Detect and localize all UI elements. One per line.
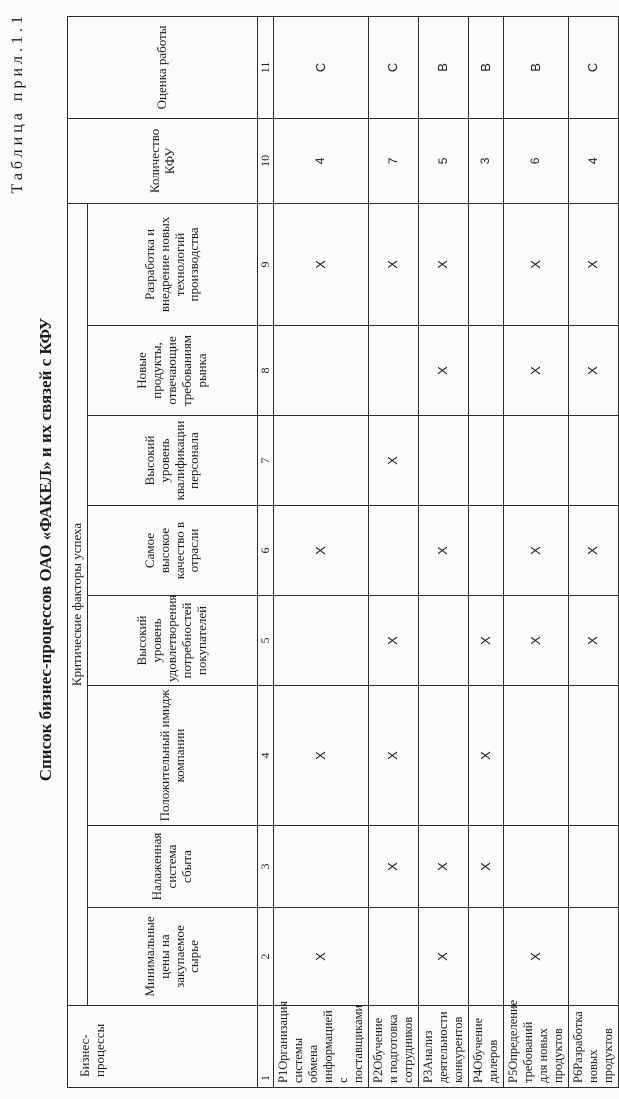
- factor-mark: Х: [504, 203, 569, 325]
- process-name: Р2Обучение и подготовка сотрудников: [369, 1006, 419, 1088]
- factor-mark: Х: [369, 416, 419, 506]
- process-name: Р3Анализ деятельности конкурентов: [419, 1006, 469, 1088]
- factor-mark: Х: [369, 826, 419, 908]
- table-row: [569, 16, 619, 1087]
- column-number: 9: [258, 203, 274, 325]
- header-factor: Минимальные цены на закупаемое сырье: [88, 908, 258, 1006]
- factor-mark: [369, 326, 419, 416]
- factor-mark: [469, 908, 504, 1006]
- column-number: 11: [258, 16, 274, 118]
- column-number: 7: [258, 416, 274, 506]
- header-business-processes: Бизнес-процессы: [68, 1006, 258, 1088]
- header-critical-factors: Критические факторы успеха: [68, 203, 88, 1005]
- header-work-grade: Оценка работы: [68, 16, 258, 118]
- factor-mark: [469, 203, 504, 325]
- factor-mark: [419, 416, 469, 506]
- factor-mark: [369, 908, 419, 1006]
- factor-mark: Х: [419, 826, 469, 908]
- factor-mark: [569, 826, 619, 908]
- factor-mark: [469, 506, 504, 596]
- factor-mark: Х: [569, 596, 619, 686]
- factor-mark: [419, 596, 469, 686]
- factor-mark: Х: [274, 506, 369, 596]
- factor-mark: [569, 908, 619, 1006]
- process-name: Р5Определение требований для новых продуктов: [504, 1006, 569, 1088]
- table-title: Список бизнес-процессов ОАО «ФАКЕЛ» и их связей с КФУ: [36, 317, 55, 782]
- work-grade: В: [504, 16, 569, 118]
- header-factor: Высокий уровень квалификации персонала: [88, 416, 258, 506]
- column-number-row: [258, 16, 274, 1087]
- factor-mark: [274, 416, 369, 506]
- factor-mark: [274, 326, 369, 416]
- table-row: [369, 16, 419, 1087]
- column-number: 1: [258, 1006, 274, 1088]
- table-row: [504, 16, 569, 1087]
- business-process-table: [67, 16, 619, 1088]
- work-grade: С: [569, 16, 619, 118]
- header-factor: Налаженная система сбыта: [88, 826, 258, 908]
- factor-mark: Х: [569, 326, 619, 416]
- header-kfu-count: Количество КФУ: [68, 118, 258, 203]
- factor-mark: Х: [504, 596, 569, 686]
- factor-mark: Х: [369, 596, 419, 686]
- header-factor: Самое высокое качество в отрасли: [88, 506, 258, 596]
- header-factor: Высокий уровень удовлетворения потребностей покупателей: [88, 596, 258, 686]
- factor-mark: Х: [274, 686, 369, 826]
- column-number: 3: [258, 826, 274, 908]
- factor-mark: Х: [469, 826, 504, 908]
- column-number: 8: [258, 326, 274, 416]
- table-number-label: Таблица прил.1.1: [9, 12, 26, 194]
- kfu-count: 4: [274, 118, 369, 203]
- factor-mark: Х: [419, 908, 469, 1006]
- factor-mark: [569, 686, 619, 826]
- column-number: 10: [258, 118, 274, 203]
- factor-mark: Х: [469, 686, 504, 826]
- factor-mark: Х: [369, 686, 419, 826]
- factor-mark: Х: [504, 506, 569, 596]
- factor-mark: [469, 326, 504, 416]
- header-factor: Положительный имидж компании: [88, 686, 258, 826]
- factor-mark: Х: [569, 203, 619, 325]
- factor-mark: Х: [419, 203, 469, 325]
- header-factor: Новые продукты, отвечающие требованиям рынка: [88, 326, 258, 416]
- work-grade: В: [419, 16, 469, 118]
- table-row: [419, 16, 469, 1087]
- process-name: Р1Организация системы обмена информацией с поставщиками: [274, 1006, 369, 1088]
- factor-mark: [504, 686, 569, 826]
- factor-mark: [274, 596, 369, 686]
- column-number: 2: [258, 908, 274, 1006]
- work-grade: С: [369, 16, 419, 118]
- kfu-count: 5: [419, 118, 469, 203]
- factor-mark: [369, 506, 419, 596]
- factor-mark: [569, 416, 619, 506]
- factor-mark: Х: [274, 203, 369, 325]
- kfu-count: 6: [504, 118, 569, 203]
- factor-mark: Х: [504, 908, 569, 1006]
- header-factor: Разработка и внедрение новых технологий производства: [88, 203, 258, 325]
- factor-mark: [504, 826, 569, 908]
- kfu-count: 3: [469, 118, 504, 203]
- factor-mark: [469, 416, 504, 506]
- column-number: 6: [258, 506, 274, 596]
- column-number: 4: [258, 686, 274, 826]
- work-grade: С: [274, 16, 369, 118]
- work-grade: В: [469, 16, 504, 118]
- factor-mark: Х: [419, 506, 469, 596]
- factor-mark: Х: [504, 326, 569, 416]
- kfu-count: 4: [569, 118, 619, 203]
- process-name: Р4Обучение дилеров: [469, 1006, 504, 1088]
- table-row: [469, 16, 504, 1087]
- factor-mark: Х: [369, 203, 419, 325]
- column-number: 5: [258, 596, 274, 686]
- factor-mark: [504, 416, 569, 506]
- factor-mark: Х: [469, 596, 504, 686]
- factor-mark: [274, 826, 369, 908]
- factor-mark: Х: [569, 506, 619, 596]
- factor-mark: Х: [419, 326, 469, 416]
- kfu-count: 7: [369, 118, 419, 203]
- table-row: [274, 16, 369, 1087]
- process-name: Р6Разработка новых продуктов: [569, 1006, 619, 1088]
- factor-mark: [419, 686, 469, 826]
- factor-mark: Х: [274, 908, 369, 1006]
